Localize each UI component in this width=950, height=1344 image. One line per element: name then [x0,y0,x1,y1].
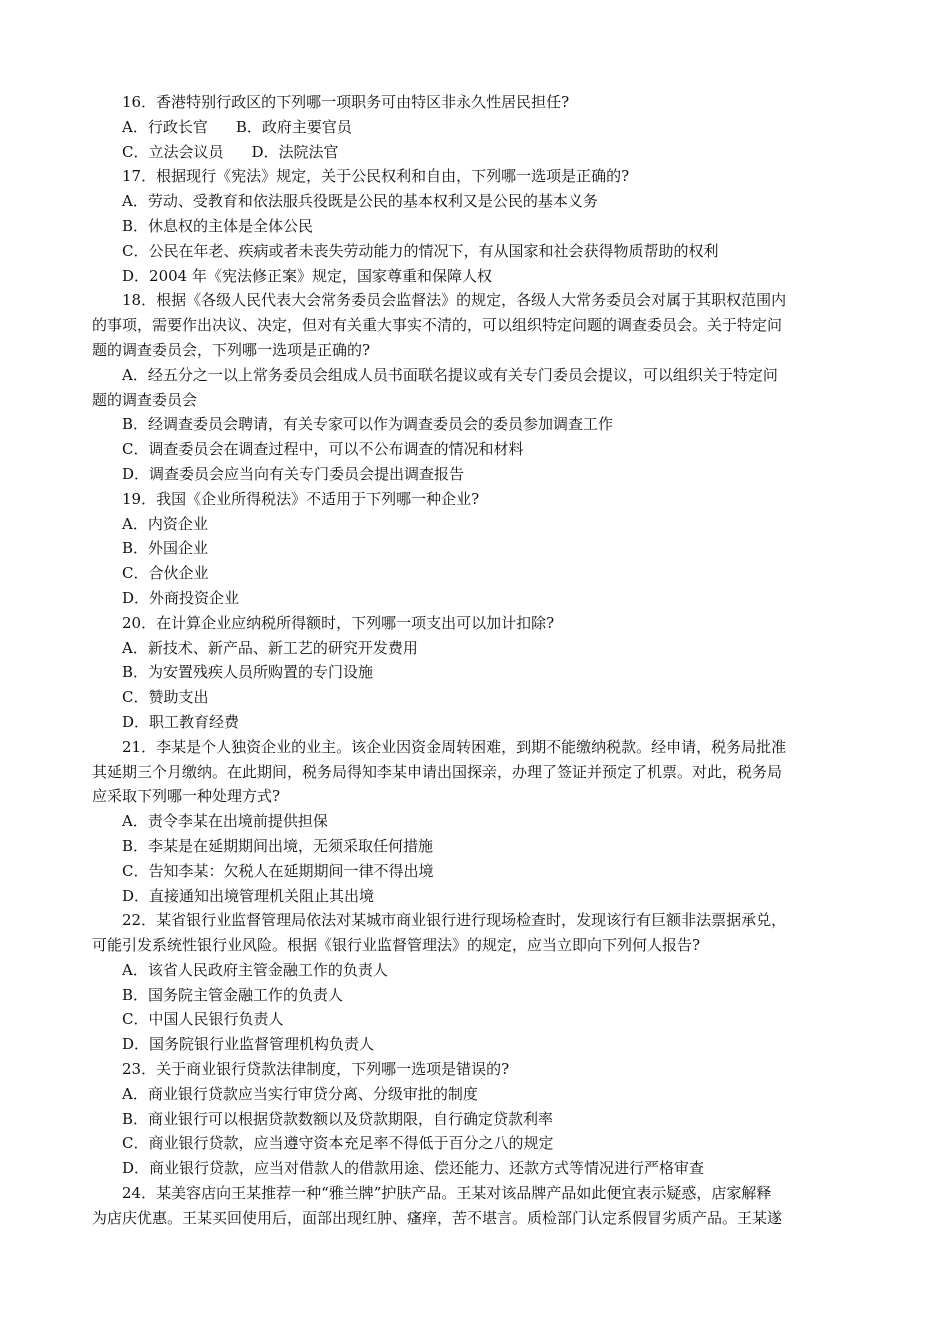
question-23-option-c: C．商业银行贷款，应当遵守资本充足率不得低于百分之八的规定 [122,1134,554,1153]
option-a: A．行政长官 [122,117,208,136]
question-23-stem: 23．关于商业银行贷款法律制度，下列哪一选项是错误的? [122,1060,510,1079]
question-18-stem-line-2: 的事项，需要作出决议、决定，但对有关重大事实不清的，可以组织特定问题的调查委员会。关于特定问 [92,316,783,335]
question-19-stem: 19．我国《企业所得税法》不适用于下列哪一种企业? [122,489,480,508]
option-c: C．立法会议员 [122,142,224,161]
question-18-stem-line-1: 18．根据《各级人民代表大会常务委员会监督法》的规定，各级人大常务委员会对属于其职权范围内 [122,291,787,310]
question-19-option-a: A．内资企业 [122,514,208,533]
question-22-option-d: D．国务院银行业监督管理机构负责人 [122,1035,375,1054]
question-22-option-b: B．国务院主管金融工作的负责人 [122,985,344,1004]
question-16-options-ab [92,115,862,140]
question-22-stem-line-2: 可能引发系统性银行业风险。根据《银行业监督管理法》的规定，应当立即向下列何人报告? [92,936,701,955]
question-21-option-b: B．李某是在延期期间出境，无须采取任何措施 [122,836,434,855]
question-24-stem-line-1: 24．某美容店向王某推荐一种“雅兰牌”护肤产品。王某对该品牌产品如此便宜表示疑惑，店家解释 [122,1184,772,1203]
question-18-option-b: B．经调查委员会聘请，有关专家可以作为调查委员会的委员参加调查工作 [122,415,614,434]
question-17-option-a: A．劳动、受教育和依法服兵役既是公民的基本权利又是公民的基本义务 [122,192,598,211]
question-21-stem-line-2: 其延期三个月缴纳。在此期间，税务局得知李某申请出国探亲，办理了签证并预定了机票。对此，税务局 [92,762,783,781]
question-16-options-cd [92,140,862,165]
question-21-stem-line-3: 应采取下列哪一种处理方式? [92,787,281,806]
question-18-option-d: D．调查委员会应当向有关专门委员会提出调查报告 [122,464,465,483]
question-20-option-c: C．赞助支出 [122,688,209,707]
question-17-option-b: B．休息权的主体是全体公民 [122,216,314,235]
option-d: D．法院法官 [251,142,339,161]
question-22-option-c: C．中国人民银行负责人 [122,1010,284,1029]
question-18-option-c: C．调查委员会在调查过程中，可以不公布调查的情况和材料 [122,440,524,459]
question-20-option-b: B．为安置残疾人员所购置的专门设施 [122,663,374,682]
question-17-option-c: C．公民在年老、疾病或者未丧失劳动能力的情况下，有从国家和社会获得物质帮助的权利 [122,241,719,260]
question-21-option-c: C．告知李某：欠税人在延期期间一律不得出境 [122,861,434,880]
question-18-stem-line-3: 题的调查委员会，下列哪一选项是正确的? [92,340,371,359]
question-16-stem: 16．香港特别行政区的下列哪一项职务可由特区非永久性居民担任? [122,93,570,111]
question-18-option-a-line-2: 题的调查委员会 [92,390,198,409]
question-18-option-a-line-1: A．经五分之一以上常务委员会组成人员书面联名提议或有关专门委员会提议，可以组织关于特定问 [122,365,778,384]
option-b: B．政府主要官员 [235,117,352,136]
question-20-option-a: A．新技术、新产品、新工艺的研究开发费用 [122,638,418,657]
question-23-option-a: A．商业银行贷款应当实行审贷分离、分级审批的制度 [122,1084,478,1103]
question-20-stem: 20．在计算企业应纳税所得额时，下列哪一项支出可以加计扣除? [122,613,555,632]
question-17-stem: 17．根据现行《宪法》规定，关于公民权利和自由，下列哪一选项是正确的? [122,167,630,186]
question-17-option-d: D．2004 年《宪法修正案》规定，国家尊重和保障人权 [122,266,492,285]
question-24-stem-line-2: 为店庆优惠。王某买回使用后，面部出现红肿、瘙痒，苦不堪言。质检部门认定系假冒劣质产品。王某遂 [92,1208,783,1227]
question-21-option-d: D．直接通知出境管理机关阻止其出境 [122,886,375,905]
question-22-option-a: A．该省人民政府主管金融工作的负责人 [122,960,388,979]
question-20-option-d: D．职工教育经费 [122,712,240,731]
question-19-option-b: B．外国企业 [122,539,209,558]
question-22-stem-line-1: 22．某省银行业监督管理局依法对某城市商业银行进行现场检查时，发现该行有巨额非法票据承兑， [122,911,787,930]
question-23-option-b: B．商业银行可以根据贷款数额以及贷款期限，自行确定贷款利率 [122,1109,554,1128]
question-19-option-d: D．外商投资企业 [122,588,240,607]
question-19-option-c: C．合伙企业 [122,564,209,583]
question-21-stem-line-1: 21．李某是个人独资企业的业主。该企业因资金周转困难，到期不能缴纳税款。经申请，税务局批准 [122,737,787,756]
question-21-option-a: A．责令李某在出境前提供担保 [122,812,328,831]
question-23-option-d: D．商业银行贷款，应当对借款人的借款用途、偿还能力、还款方式等情况进行严格审查 [122,1159,705,1178]
